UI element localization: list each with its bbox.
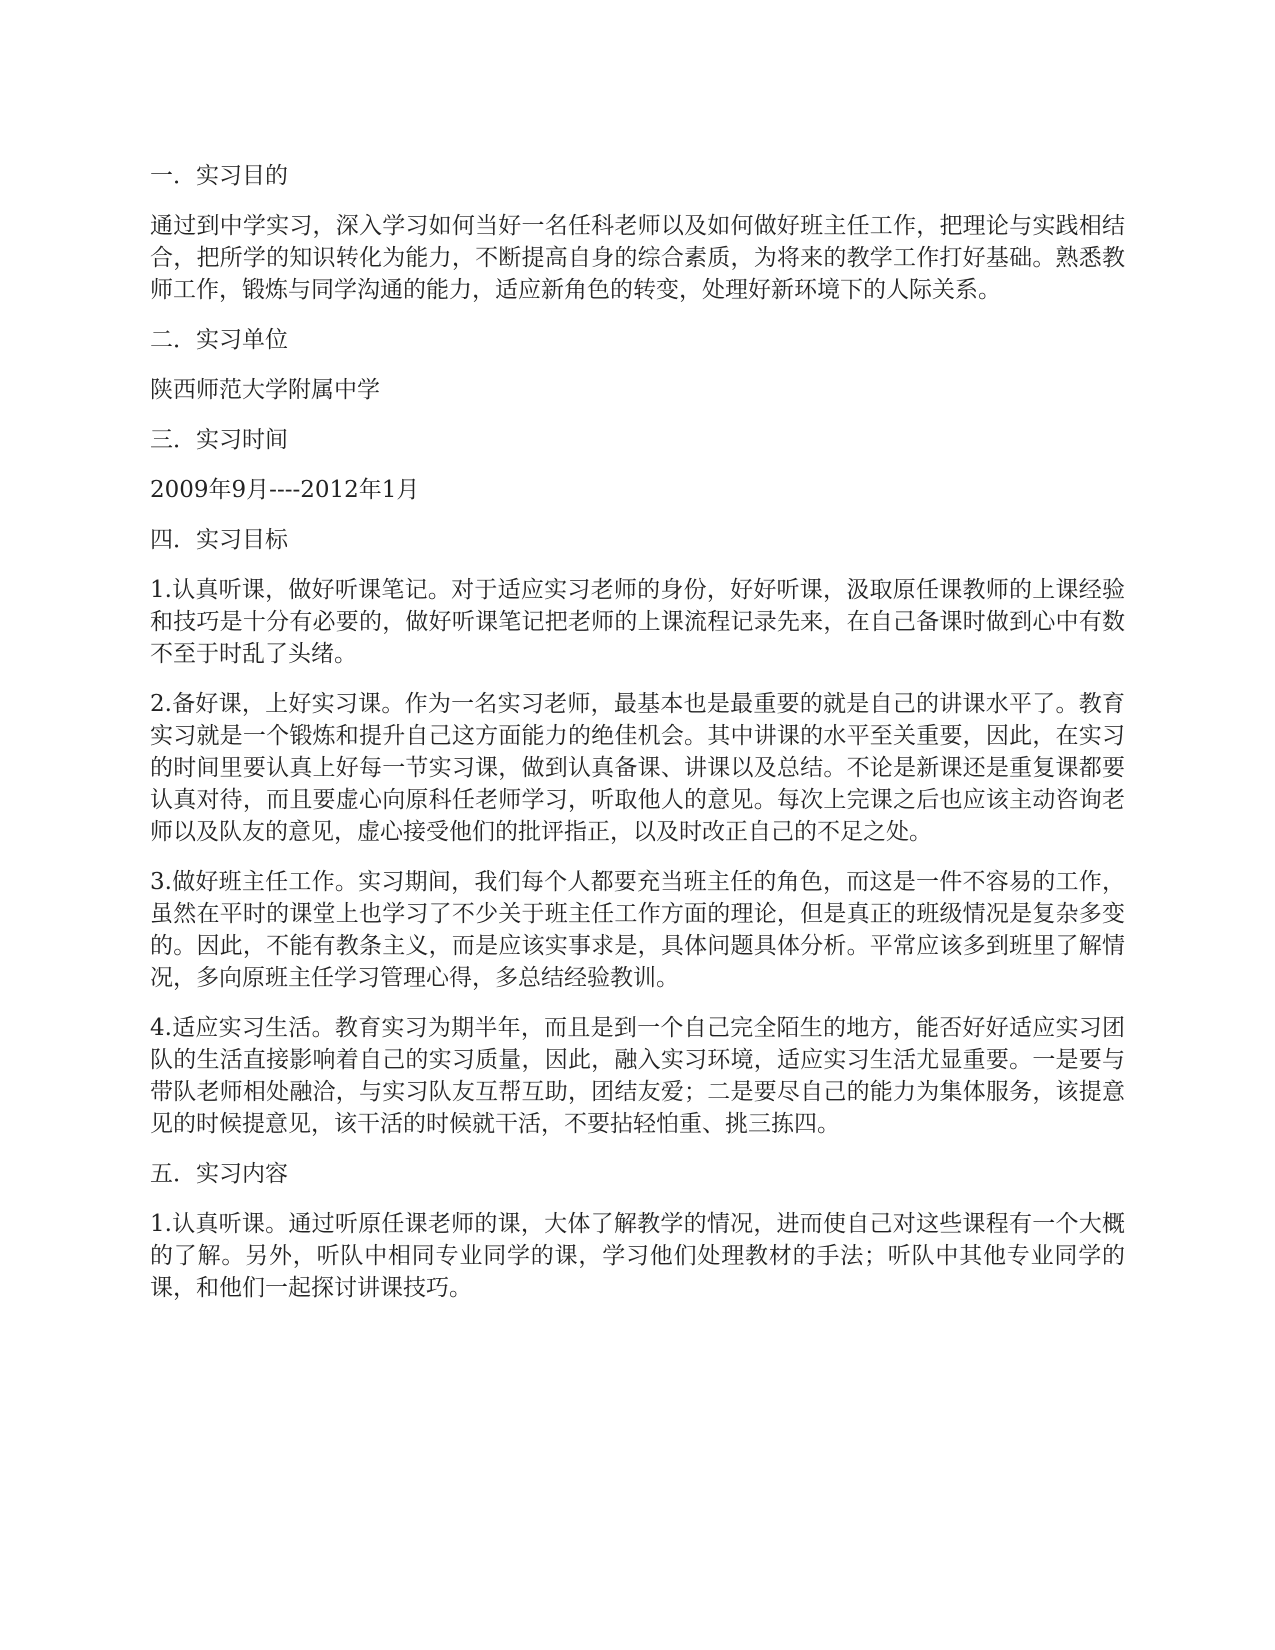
paragraph-purpose: 通过到中学实习，深入学习如何当好一名任科老师以及如何做好班主任工作，把理论与实践相结合，把所学的知识转化为能力，不断提高自身的综合素质，为将来的教学工作打好基础。熟悉教师工作，锻炼与同学沟通的能力，适应新角色的转变，处理好新环境下的人际关系。 bbox=[150, 213, 1125, 303]
paragraph-unit: 陕西师范大学附属中学 bbox=[150, 377, 380, 403]
paragraph-goal-4: 4.适应实习生活。教育实习为期半年，而且是到一个自己完全陌生的地方，能否好好适应实习团队的生活直接影响着自己的实习质量，因此，融入实习环境，适应实习生活尤显重要。一是要与带队老师相处融洽，与实习队友互帮互助，团结友爱；二是要尽自己的能力为集体服务，该提意见的时候提意见，该干活的时候就干活，不要拈轻怕重、挑三拣四。 bbox=[150, 1015, 1125, 1137]
section-heading-goals: 四．实习目标 bbox=[150, 527, 288, 553]
section-heading-content: 五．实习内容 bbox=[150, 1161, 288, 1187]
document-page bbox=[150, 160, 1125, 1322]
section-heading-unit: 二．实习单位 bbox=[150, 327, 288, 353]
paragraph-goal-3: 3.做好班主任工作。实习期间，我们每个人都要充当班主任的角色，而这是一件不容易的工作，虽然在平时的课堂上也学习了不少关于班主任工作方面的理论，但是真正的班级情况是复杂多变的。因此，不能有教条主义，而是应该实事求是，具体问题具体分析。平常应该多到班里了解情况，多向原班主任学习管理心得，多总结经验教训。 bbox=[150, 869, 1125, 991]
paragraph-content-1: 1.认真听课。通过听原任课老师的课，大体了解教学的情况，进而使自己对这些课程有一个大概的了解。另外，听队中相同专业同学的课，学习他们处理教材的手法；听队中其他专业同学的课，和他们一起探讨讲课技巧。 bbox=[150, 1211, 1125, 1301]
paragraph-time: 2009年9月----2012年1月 bbox=[150, 477, 420, 503]
section-heading-purpose: 一．实习目的 bbox=[150, 163, 288, 189]
paragraph-goal-2: 2.备好课，上好实习课。作为一名实习老师，最基本也是最重要的就是自己的讲课水平了。教育实习就是一个锻炼和提升自己这方面能力的绝佳机会。其中讲课的水平至关重要，因此，在实习的时间里要认真上好每一节实习课，做到认真备课、讲课以及总结。不论是新课还是重复课都要认真对待，而且要虚心向原科任老师学习，听取他人的意见。每次上完课之后也应该主动咨询老师以及队友的意见，虚心接受他们的批评指正，以及时改正自己的不足之处。 bbox=[150, 691, 1125, 845]
section-heading-time: 三．实习时间 bbox=[150, 427, 288, 453]
paragraph-goal-1: 1.认真听课，做好听课笔记。对于适应实习老师的身份，好好听课，汲取原任课教师的上课经验和技巧是十分有必要的，做好听课笔记把老师的上课流程记录先来，在自己备课时做到心中有数不至于时乱了头绪。 bbox=[150, 577, 1125, 667]
